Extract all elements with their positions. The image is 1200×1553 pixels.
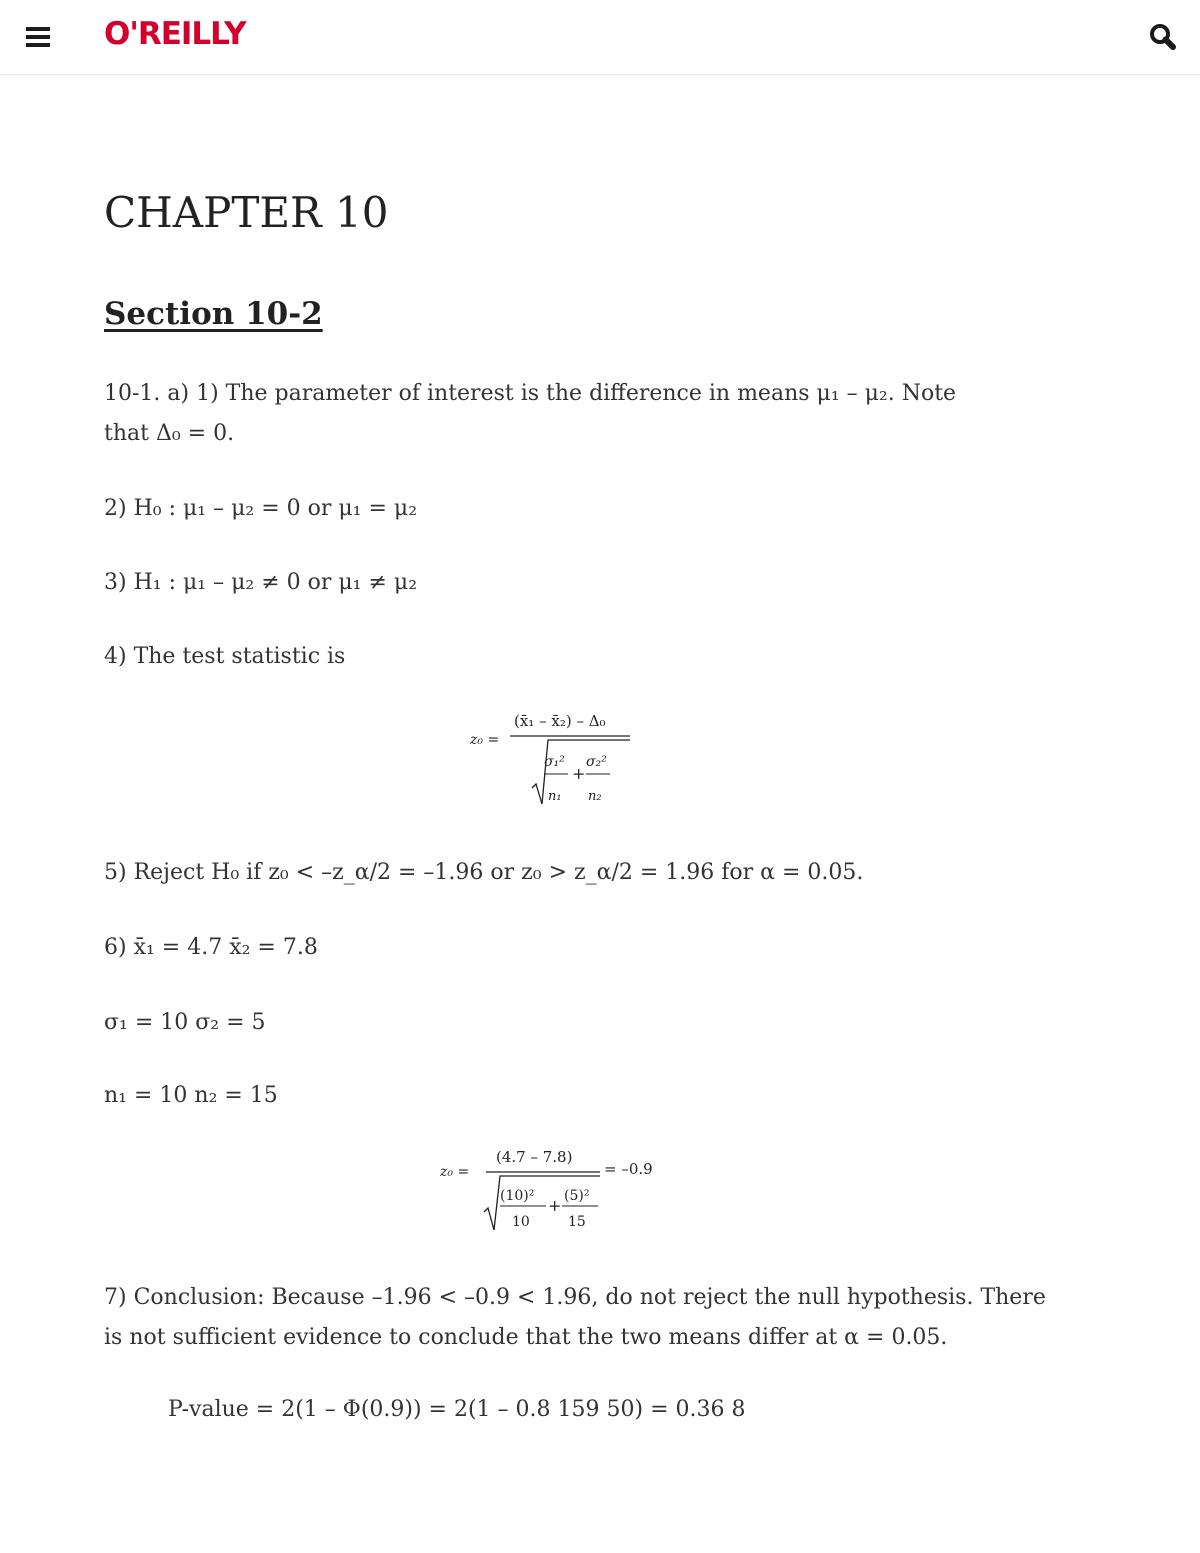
section-title: Section 10-2 xyxy=(104,296,323,332)
problem-intro-line1: 10-1. a) 1) The parameter of interest is the difference in means μ₁ – μ₂. Note xyxy=(104,381,957,406)
formula1-den-right-den: n₂ xyxy=(588,789,602,804)
step-test-statistic: 4) The test statistic is xyxy=(104,644,346,669)
formula2-result: = –0.9 xyxy=(604,1160,653,1178)
sample-sizes: n₁ = 10 n₂ = 15 xyxy=(104,1083,278,1108)
formula2-den-left-num: (10)² xyxy=(500,1188,535,1204)
step-null-hypothesis: 2) H₀ : μ₁ – μ₂ = 0 or μ₁ = μ₂ xyxy=(104,496,418,521)
formula1-den-left-den: n₁ xyxy=(548,789,562,804)
chapter-title: CHAPTER 10 xyxy=(104,188,389,237)
problem-intro-line2: that Δ₀ = 0. xyxy=(104,421,235,446)
conclusion-line1: 7) Conclusion: Because –1.96 < –0.9 < 1.96, do not reject the null hypothesis. There xyxy=(104,1285,1046,1310)
formula2-den-right-den: 15 xyxy=(568,1214,586,1230)
formula2-numerator: (4.7 – 7.8) xyxy=(496,1148,573,1166)
population-std-devs: σ₁ = 10 σ₂ = 5 xyxy=(104,1010,266,1035)
formula1-plus: + xyxy=(572,764,586,783)
p-value-line: P-value = 2(1 – Φ(0.9)) = 2(1 – 0.8 159 50) = 0.36 8 xyxy=(168,1397,746,1422)
top-navigation-bar xyxy=(0,0,1200,75)
formula2-lhs: z₀ = xyxy=(440,1164,470,1180)
conclusion-line2: is not sufficient evidence to conclude that the two means differ at α = 0.05. xyxy=(104,1325,948,1350)
formula1-den-right-num: σ₂² xyxy=(586,754,607,770)
test-statistic-formula xyxy=(464,702,644,814)
step-rejection-criteria: 5) Reject H₀ if z₀ < –z_α/2 = –1.96 or z₀ > z_α/2 = 1.96 for α = 0.05. xyxy=(104,860,864,885)
formula1-den-left-num: σ₁² xyxy=(544,754,565,770)
formula1-lhs: z₀ = xyxy=(470,732,500,748)
oreilly-logo[interactable]: O'REILLY xyxy=(104,16,246,52)
formula1-numerator: (x̄₁ – x̄₂) – Δ₀ xyxy=(514,712,606,730)
step-alternative-hypothesis: 3) H₁ : μ₁ – μ₂ ≠ 0 or μ₁ ≠ μ₂ xyxy=(104,570,418,595)
hamburger-icon[interactable] xyxy=(20,20,56,54)
search-icon[interactable] xyxy=(1146,20,1180,54)
formula2-den-right-num: (5)² xyxy=(564,1188,590,1204)
computed-statistic-formula xyxy=(434,1140,674,1240)
formula2-plus: + xyxy=(548,1196,562,1215)
step-sample-means: 6) x̄₁ = 4.7 x̄₂ = 7.8 xyxy=(104,935,318,960)
formula2-den-left-den: 10 xyxy=(512,1214,530,1230)
